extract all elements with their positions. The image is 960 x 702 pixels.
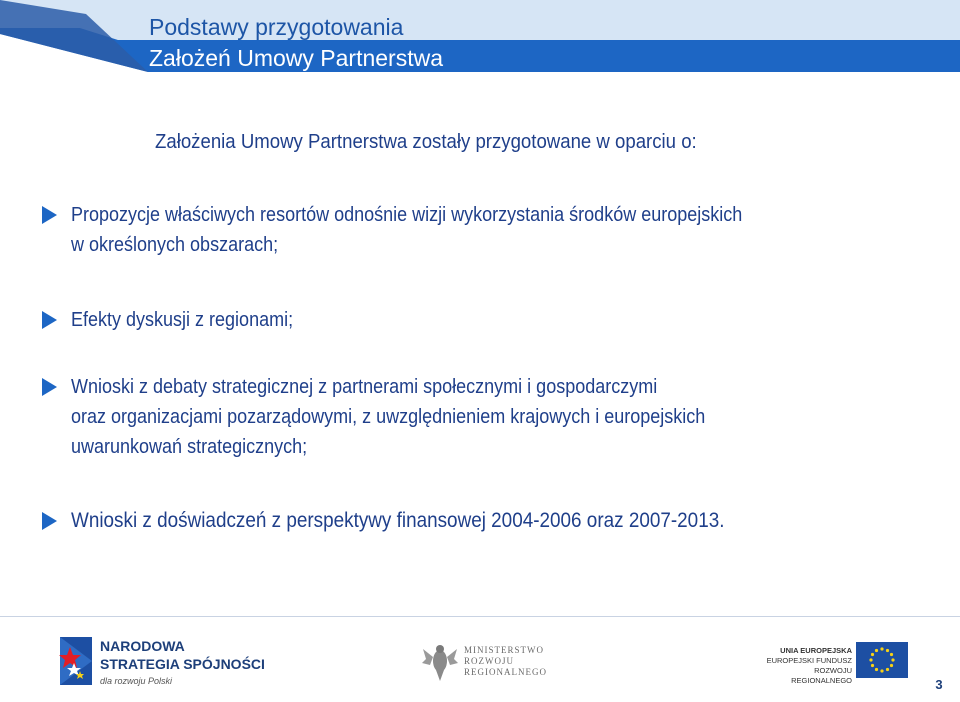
- mrr-logo-line2: ROZWOJU: [464, 656, 514, 666]
- mrr-logo-text: [464, 645, 547, 678]
- bullet-line: w określonych obszarach;: [71, 234, 279, 256]
- polish-eagle-icon: [422, 643, 458, 683]
- intro-text: Założenia Umowy Partnerstwa zostały przygotowane w oparciu o:: [155, 131, 697, 153]
- bullet-item-1: [71, 200, 881, 260]
- bullet-line: uwarunkowań strategicznych;: [71, 436, 308, 458]
- slide-title-line1: Podstawy przygotowania: [149, 14, 404, 40]
- bullet-triangle-icon: [42, 378, 57, 396]
- nss-logo: [56, 633, 265, 693]
- header-light-band: [0, 0, 960, 40]
- bullet-line: Wnioski z doświadczeń z perspektywy finansowej 2004-2006 oraz 2007-2013.: [71, 509, 725, 532]
- nss-star-icon: [56, 633, 96, 691]
- bullet-item-3: [71, 372, 881, 462]
- bullet-line: Wnioski z debaty strategicznej z partnerami społecznymi i gospodarczymi: [71, 376, 658, 398]
- eu-logo-text: [756, 646, 852, 686]
- slide-title-line2: Założeń Umowy Partnerstwa: [149, 45, 443, 71]
- bullet-item-4: [71, 506, 881, 536]
- mrr-logo: [422, 643, 562, 683]
- nss-logo-line3: dla rozwoju Polski: [100, 676, 173, 686]
- footer-divider: [0, 616, 960, 617]
- mrr-logo-line1: MINISTERSTWO: [464, 645, 544, 655]
- eu-logo-line2: EUROPEJSKI FUNDUSZ: [766, 656, 852, 665]
- nss-logo-line2: STRATEGIA SPÓJNOŚCI: [100, 656, 265, 672]
- bullet-line: oraz organizacjami pozarządowymi, z uwzględnieniem krajowych i europejskich: [71, 406, 706, 428]
- eu-logo: [756, 642, 912, 685]
- bullet-triangle-icon: [42, 512, 57, 530]
- nss-logo-line1: NARODOWA: [100, 638, 185, 654]
- bullet-line: Propozycje właściwych resortów odnośnie wizji wykorzystania środków europejskich: [71, 204, 743, 226]
- eu-logo-line3: ROZWOJU REGIONALNEGO: [791, 666, 852, 685]
- eu-flag-icon: [856, 642, 908, 678]
- bullet-item-2: [71, 305, 881, 335]
- bullet-triangle-icon: [42, 311, 57, 329]
- bullet-line: Efekty dyskusji z regionami;: [71, 309, 294, 331]
- page-number-text: 3: [935, 677, 943, 692]
- header-banner: [0, 0, 960, 80]
- eu-logo-line1: UNIA EUROPEJSKA: [780, 646, 852, 655]
- mrr-logo-line3: REGIONALNEGO: [464, 667, 547, 677]
- page-number: [918, 664, 960, 702]
- bullet-triangle-icon: [42, 206, 57, 224]
